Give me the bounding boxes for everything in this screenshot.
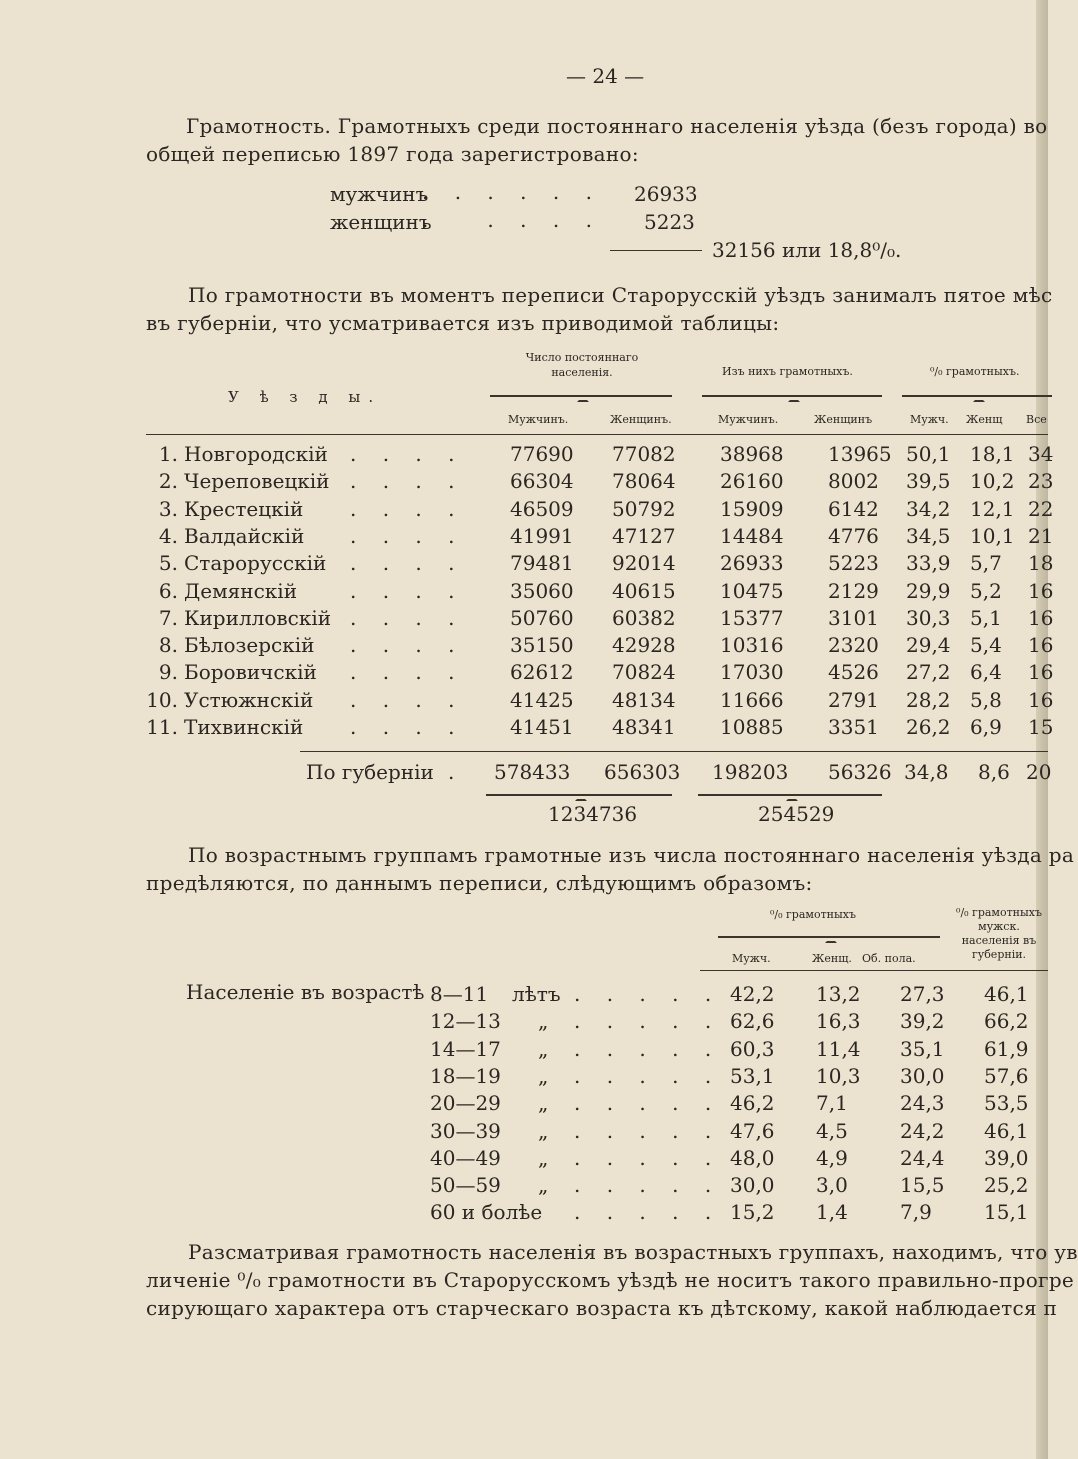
district-name: Крестецкій (184, 496, 304, 521)
leader-dots: . . . . . (574, 1036, 722, 1061)
age-pct-women: 4,9 (816, 1145, 848, 1170)
age-pct-women: 4,5 (816, 1118, 848, 1143)
age-pct-both: 24,2 (900, 1118, 945, 1143)
pct-women: 5,4 (970, 633, 1002, 658)
district-name: Кирилловскій (184, 605, 332, 630)
lit-women: 2791 (828, 687, 879, 712)
lit-women: 4776 (828, 523, 879, 548)
district-name: Боровичскій (184, 660, 317, 685)
pop-women: 50792 (612, 496, 676, 521)
lit-men: 14484 (720, 523, 784, 548)
para4-line3: сирующаго характера отъ старческаго возраста къ дѣтскому, какой наблюдается п (146, 1296, 1058, 1320)
pop-men: 41991 (510, 523, 574, 548)
pop-women: 78064 (612, 469, 676, 494)
age-pct-men: 15,2 (730, 1200, 775, 1225)
pop-women: 40615 (612, 578, 676, 603)
sub-women-pct: Женщ (966, 413, 1003, 426)
brace-age-percent (718, 936, 940, 944)
leader-dots: . . . . (350, 442, 465, 466)
row-number: 4. (158, 523, 178, 548)
age-pct-both: 27,3 (900, 982, 945, 1006)
sub-age-both: Об. пола. (862, 952, 916, 965)
pct-men: 29,4 (906, 633, 951, 658)
age-group: 50—59 (430, 1173, 501, 1198)
age-pct-women: 13,2 (816, 982, 861, 1006)
district-name: Старорусскій (184, 551, 327, 576)
pct-men: 30,3 (906, 605, 951, 630)
para1-line1: Грамотность. Грамотныхъ среди постояннаго населенія уѣзда (безъ города) во (186, 114, 1048, 138)
women-value: 5223 (644, 210, 695, 234)
district-name: Тихвинскій (184, 715, 304, 739)
lit-women: 5223 (828, 551, 879, 576)
brace-sum-pop (486, 794, 672, 802)
table2-header-rule (700, 970, 1048, 971)
pct-all: 23 (1028, 469, 1054, 494)
age-pct-province: 15,1 (984, 1200, 1029, 1225)
pop-women: 77082 (612, 442, 676, 466)
district-name: Устюжнскій (184, 687, 314, 712)
lit-men: 10316 (720, 633, 784, 658)
leader-dots: . . . . (350, 660, 465, 685)
age-suffix: „ (538, 1118, 549, 1143)
row-number: 9. (158, 660, 178, 685)
leader-dots: . . . . (350, 496, 465, 521)
pct-women: 5,1 (970, 605, 1002, 630)
leader-dots: . . . . . (574, 1173, 722, 1198)
lit-men: 26933 (720, 551, 784, 576)
table1-row (0, 442, 1054, 469)
pct-men: 34,2 (906, 496, 951, 521)
age-pct-province: 57,6 (984, 1063, 1029, 1088)
pct-men: 26,2 (906, 715, 951, 739)
table2-group-percent: ⁰/₀ грамотныхъ (770, 908, 856, 921)
table2-group-province: ⁰/₀ грамотныхъ мужск. населенія въ губерніи. (956, 906, 1042, 961)
lit-men: 11666 (720, 687, 784, 712)
sub-age-women: Женщ. (812, 952, 852, 965)
age-suffix: „ (538, 1173, 549, 1198)
lit-men: 17030 (720, 660, 784, 685)
pop-women: 48134 (612, 687, 676, 712)
leader-dots: . . . . . (574, 1009, 722, 1034)
pop-men: 79481 (510, 551, 574, 576)
age-pct-women: 7,1 (816, 1091, 848, 1116)
row-number: 10. (146, 687, 178, 712)
pct-women: 5,2 (970, 578, 1002, 603)
pop-men: 50760 (510, 605, 574, 630)
pct-all: 22 (1028, 496, 1054, 521)
age-pct-women: 16,3 (816, 1009, 861, 1034)
pct-women: 6,9 (970, 715, 1002, 739)
sum-literate: 254529 (758, 802, 835, 826)
pct-all: 16 (1028, 687, 1054, 712)
pct-men: 29,9 (906, 578, 951, 603)
para4-line2: личеніе ⁰/₀ грамотности въ Старорусскомъ уѣздѣ не носитъ такого правильно-прогре (146, 1268, 1075, 1292)
age-pct-men: 46,2 (730, 1091, 775, 1116)
age-pct-women: 1,4 (816, 1200, 848, 1225)
age-group: 40—49 (430, 1145, 501, 1170)
age-group: 14—17 (430, 1036, 501, 1061)
pct-men: 34,5 (906, 523, 951, 548)
total-dot: . (448, 760, 455, 784)
age-suffix: „ (538, 1091, 549, 1116)
lit-women: 13965 (828, 442, 892, 466)
age-suffix: лѣтъ (512, 982, 561, 1006)
leader-dots: . . . . (350, 687, 465, 712)
table2-row (0, 1200, 1048, 1227)
leader-dots: . . . . . (574, 1118, 722, 1143)
brace-literate (702, 395, 882, 403)
brace-sum-lit (698, 794, 882, 802)
row-number: 2. (158, 469, 178, 494)
pop-men: 46509 (510, 496, 574, 521)
total-pct-women: 8,6 (978, 760, 1010, 784)
pop-women: 60382 (612, 605, 676, 630)
table2-row (0, 1173, 1048, 1200)
pct-men: 39,5 (906, 469, 951, 494)
men-label: мужчинъ (330, 182, 429, 206)
leader-dots: . . . . . (574, 1091, 722, 1116)
lit-men: 10475 (720, 578, 784, 603)
row-number: 7. (158, 605, 178, 630)
age-suffix: „ (538, 1036, 549, 1061)
lit-men: 15377 (720, 605, 784, 630)
para3-line1: По возрастнымъ группамъ грамотные изъ числа постояннаго населенія уѣзда ра (188, 843, 1075, 867)
age-group: 60 и болѣе (430, 1200, 543, 1225)
women-dots: . . . . . (422, 208, 602, 232)
leader-dots: . . . . (350, 715, 465, 739)
age-pct-women: 11,4 (816, 1036, 861, 1061)
district-name: Валдайскій (184, 523, 305, 548)
pct-all: 15 (1028, 715, 1054, 739)
age-pct-both: 24,4 (900, 1145, 945, 1170)
leader-dots: . . . . . (574, 1145, 722, 1170)
total-pct-men: 34,8 (904, 760, 949, 784)
men-dots: . . . . . . (422, 180, 602, 204)
brace-population (490, 395, 672, 403)
district-name: Новгородскій (184, 442, 328, 466)
para2-line2: въ губерніи, что усматривается изъ приводимой таблицы: (146, 311, 780, 335)
age-pct-province: 61,9 (984, 1036, 1029, 1061)
leader-dots: . . . . . (574, 1200, 722, 1225)
lit-men: 10885 (720, 715, 784, 739)
pct-women: 5,7 (970, 551, 1002, 576)
table2-row (0, 982, 1048, 1009)
pct-women: 6,4 (970, 660, 1002, 685)
age-pct-both: 35,1 (900, 1036, 945, 1061)
age-suffix: „ (538, 1145, 549, 1170)
pct-women: 12,1 (970, 496, 1015, 521)
age-group: 18—19 (430, 1063, 501, 1088)
women-label: женщинъ (330, 210, 432, 234)
leader-dots: . . . . (350, 605, 465, 630)
row-number: 5. (158, 551, 178, 576)
age-pct-both: 15,5 (900, 1173, 945, 1198)
table1-row (0, 715, 1054, 742)
leader-dots: . . . . (350, 469, 465, 494)
table2-row (0, 1009, 1048, 1036)
pop-women: 42928 (612, 633, 676, 658)
total-lit-women: 56326 (828, 760, 892, 784)
pct-all: 16 (1028, 578, 1054, 603)
row-number: 3. (158, 496, 178, 521)
age-pct-province: 39,0 (984, 1145, 1029, 1170)
age-pct-province: 66,2 (984, 1009, 1029, 1034)
row-number: 1. (158, 442, 178, 466)
table1-header-rule (146, 434, 1048, 435)
table1-total-rule (300, 751, 1048, 752)
sub-men-lit: Мужчинъ. (718, 413, 779, 426)
age-pct-men: 62,6 (730, 1009, 775, 1034)
pop-men: 35150 (510, 633, 574, 658)
table2-row (0, 1091, 1048, 1118)
lit-women: 3351 (828, 715, 879, 739)
row-number: 6. (158, 578, 178, 603)
sub-men-pct: Мужч. (910, 413, 949, 426)
leader-dots: . . . . . (574, 982, 722, 1006)
age-suffix: „ (538, 1009, 549, 1034)
age-pct-men: 48,0 (730, 1145, 775, 1170)
lit-women: 6142 (828, 496, 879, 521)
leader-dots: . . . . (350, 523, 465, 548)
table1-row (0, 687, 1054, 715)
age-pct-province: 25,2 (984, 1173, 1029, 1198)
pop-men: 77690 (510, 442, 574, 466)
pop-women: 92014 (612, 551, 676, 576)
lit-women: 3101 (828, 605, 879, 630)
pct-men: 50,1 (906, 442, 951, 466)
age-pct-province: 46,1 (984, 982, 1029, 1006)
pct-women: 10,1 (970, 523, 1015, 548)
total-lit-men: 198203 (712, 760, 789, 784)
para2-line1: По грамотности въ моментъ переписи Старорусскій уѣздъ занималъ пятое мѣс (188, 283, 1053, 307)
age-pct-province: 46,1 (984, 1118, 1029, 1143)
leader-dots: . . . . (350, 551, 465, 576)
sum-rule (610, 250, 702, 251)
age-pct-both: 24,3 (900, 1091, 945, 1116)
age-lead-label: Населеніе въ возрастѣ (186, 980, 425, 1004)
sub-women-pop: Женщинъ. (610, 413, 672, 426)
age-pct-men: 47,6 (730, 1118, 775, 1143)
pct-men: 27,2 (906, 660, 951, 685)
age-group: 30—39 (430, 1118, 501, 1143)
age-pct-women: 3,0 (816, 1173, 848, 1198)
table2-row (0, 1064, 1048, 1091)
pop-women: 48341 (612, 715, 676, 739)
age-group: 8—11 (430, 982, 489, 1006)
age-pct-both: 39,2 (900, 1009, 945, 1034)
table1-row (0, 469, 1054, 496)
table1-row (0, 633, 1054, 660)
table2-row (0, 1119, 1048, 1146)
sub-all-pct: Все (1026, 413, 1047, 426)
lit-men: 15909 (720, 496, 784, 521)
table1-row (0, 551, 1054, 578)
sub-women-lit: Женщинъ (814, 413, 873, 426)
pop-men: 41425 (510, 687, 574, 712)
pop-women: 47127 (612, 523, 676, 548)
age-pct-women: 10,3 (816, 1063, 861, 1088)
lit-women: 2320 (828, 633, 879, 658)
sub-age-men: Мужч. (732, 952, 771, 965)
table1-group-percent: ⁰/₀ грамотныхъ. (930, 365, 1020, 378)
table1-row (0, 523, 1054, 551)
brace-percent (902, 395, 1052, 403)
table1-head-uezd: У ѣ з д ы. (228, 388, 382, 406)
age-pct-both: 7,9 (900, 1200, 932, 1225)
total-pct-all: 20 (1026, 760, 1052, 784)
pct-all: 34 (1028, 442, 1054, 466)
total-men: 578433 (494, 760, 571, 784)
age-pct-both: 30,0 (900, 1063, 945, 1088)
table2-row (0, 1146, 1048, 1173)
pct-all: 16 (1028, 605, 1054, 630)
pct-all: 21 (1028, 523, 1054, 548)
table1-group-population: Число постояннаго населенія. (525, 351, 639, 379)
leader-dots: . . . . (350, 578, 465, 603)
pct-women: 5,8 (970, 687, 1002, 712)
pop-men: 62612 (510, 660, 574, 685)
age-group: 20—29 (430, 1091, 501, 1116)
lit-women: 2129 (828, 578, 879, 603)
table1-row (0, 660, 1054, 687)
age-pct-men: 53,1 (730, 1063, 775, 1088)
district-name: Бѣлозерскій (184, 633, 315, 658)
lit-women: 4526 (828, 660, 879, 685)
men-value: 26933 (634, 182, 698, 206)
lit-men: 38968 (720, 442, 784, 466)
para4-line1: Разсматривая грамотность населенія въ возрастныхъ группахъ, находимъ, что ув (188, 1240, 1078, 1264)
leader-dots: . . . . . (574, 1063, 722, 1088)
table1-row (0, 496, 1054, 524)
table1-row (0, 578, 1054, 606)
row-number: 8. (158, 633, 178, 658)
age-pct-men: 60,3 (730, 1036, 775, 1061)
pop-women: 70824 (612, 660, 676, 685)
row-number: 11. (146, 715, 178, 739)
page-number: — 24 — (566, 64, 645, 88)
age-group: 12—13 (430, 1009, 501, 1034)
pct-all: 18 (1028, 551, 1054, 576)
pct-all: 16 (1028, 660, 1054, 685)
pct-all: 16 (1028, 633, 1054, 658)
table1-total-row (0, 760, 1052, 787)
table1-row (0, 605, 1054, 633)
pct-men: 33,9 (906, 551, 951, 576)
district-name: Демянскій (184, 578, 298, 603)
pct-men: 28,2 (906, 687, 951, 712)
para1-line2: общей переписью 1897 года зарегистровано: (146, 142, 639, 166)
total-label: По губерніи (306, 760, 434, 784)
pop-men: 35060 (510, 578, 574, 603)
table1-group-literate: Изъ нихъ грамотныхъ. (722, 365, 853, 378)
lit-men: 26160 (720, 469, 784, 494)
age-pct-men: 42,2 (730, 982, 775, 1006)
age-pct-men: 30,0 (730, 1173, 775, 1198)
table2-row (0, 1037, 1048, 1064)
leader-dots: . . . . (350, 633, 465, 658)
total-women: 656303 (604, 760, 681, 784)
sub-men-pop: Мужчинъ. (508, 413, 569, 426)
counts-total: 32156 или 18,8⁰/₀. (712, 238, 902, 262)
sum-population: 1234736 (548, 802, 638, 826)
age-suffix: „ (538, 1063, 549, 1088)
lit-women: 8002 (828, 469, 879, 494)
pop-men: 66304 (510, 469, 574, 494)
age-pct-province: 53,5 (984, 1091, 1029, 1116)
para3-line2: предѣляются, по даннымъ переписи, слѣдующимъ образомъ: (146, 871, 813, 895)
pop-men: 41451 (510, 715, 574, 739)
pct-women: 10,2 (970, 469, 1015, 494)
district-name: Череповецкій (184, 469, 330, 494)
pct-women: 18,1 (970, 442, 1015, 466)
